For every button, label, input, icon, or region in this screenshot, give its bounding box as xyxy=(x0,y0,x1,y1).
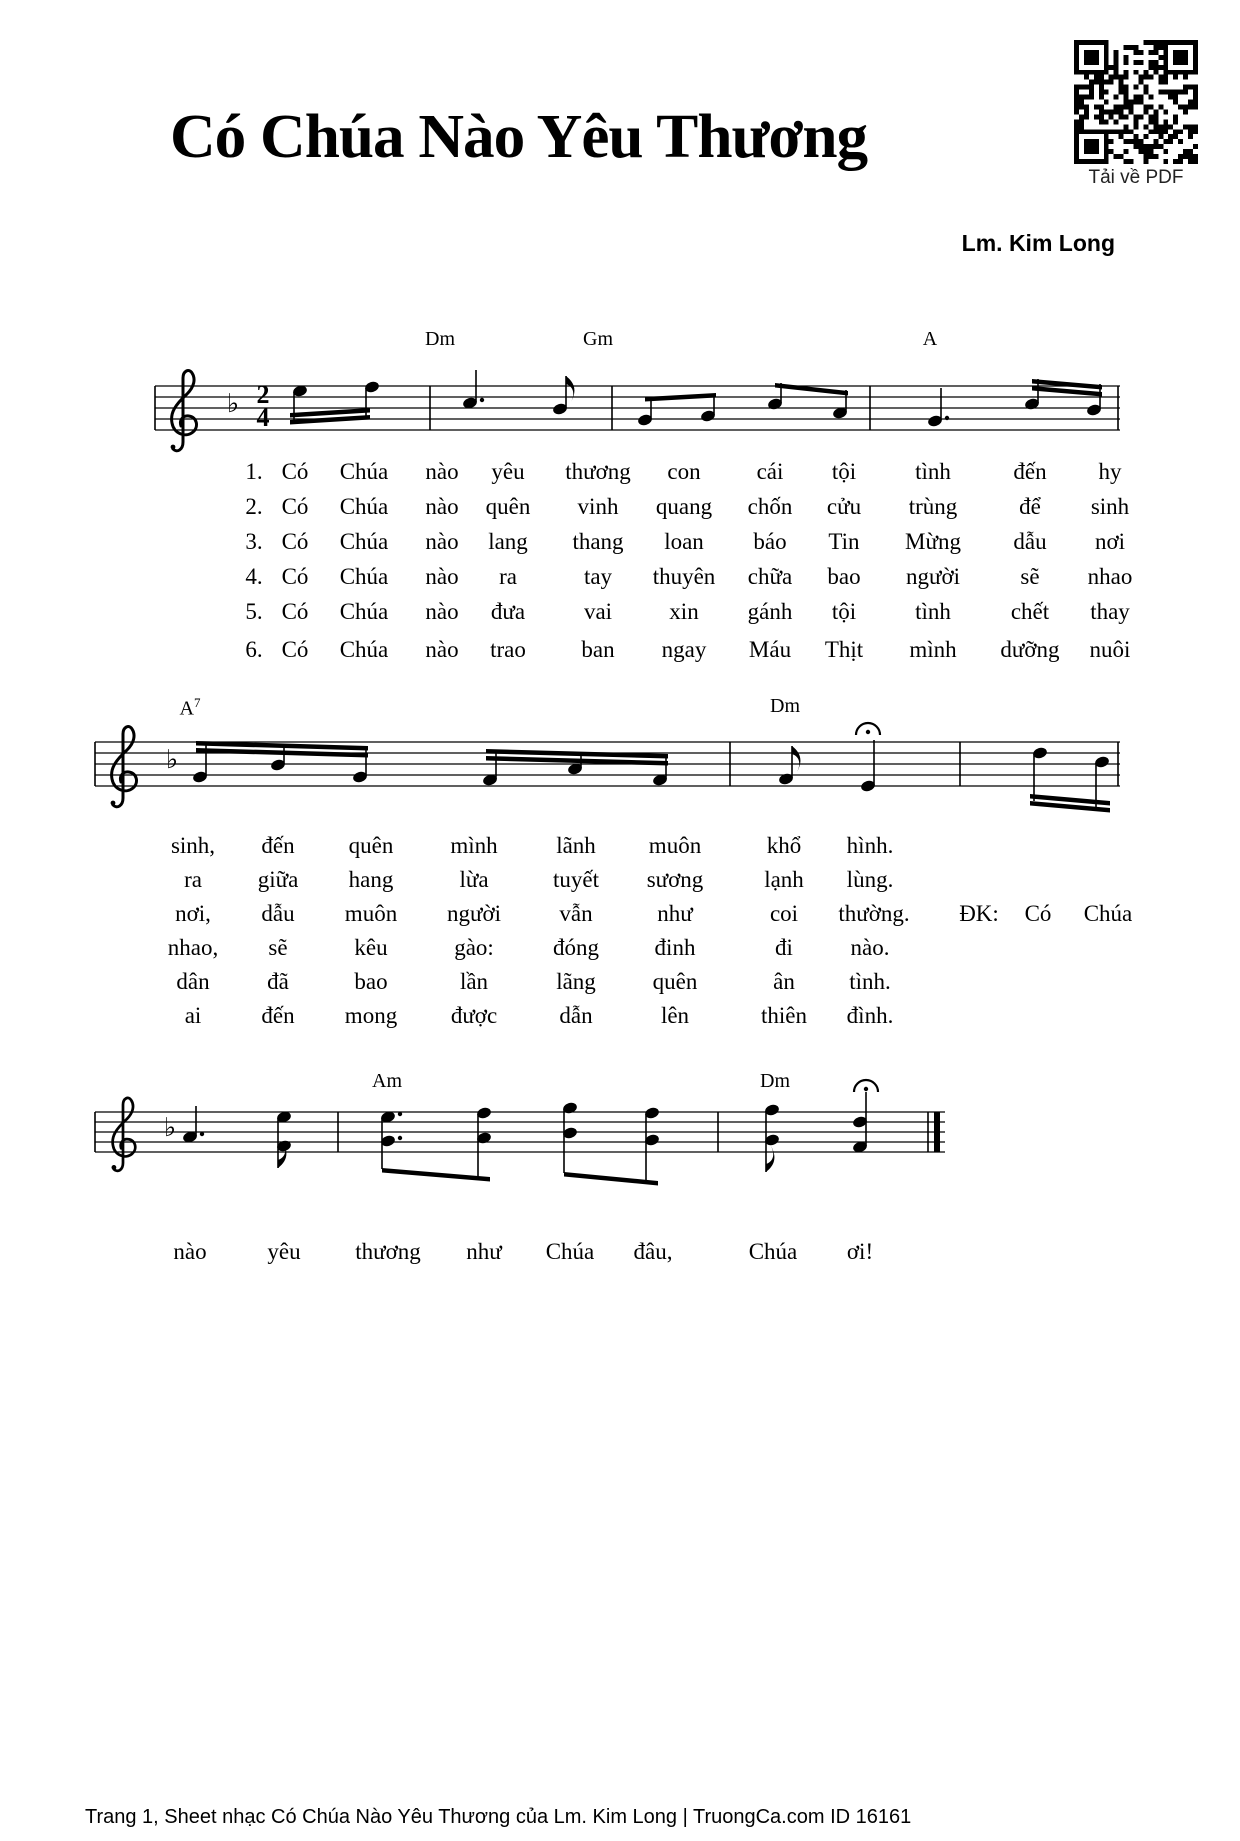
svg-text:2: 2 xyxy=(256,380,270,409)
verse-continued-word: lạnh xyxy=(764,867,804,892)
verse-word: trùng xyxy=(908,494,958,519)
chord-label: $A^7$ xyxy=(179,695,201,720)
verse-word: con xyxy=(667,459,701,484)
verse-word: yêu xyxy=(491,459,525,484)
verse-word: người xyxy=(905,564,961,589)
verse-continued-word: khổ xyxy=(766,833,802,858)
verse-word: thương xyxy=(565,459,631,484)
verse-continued-word: ai xyxy=(184,1003,202,1028)
refrain-word: Chúa xyxy=(545,1239,595,1264)
verse-continued-word: lừa xyxy=(459,867,489,892)
chord-label: Dm xyxy=(770,695,800,717)
verse-word: 1. xyxy=(245,459,263,484)
verse-continued-word: muôn xyxy=(648,833,702,858)
verse-continued-word: được xyxy=(450,1003,498,1028)
verse-continued-word: mong xyxy=(344,1003,398,1028)
chord-label: Gm xyxy=(583,328,613,350)
verse-word: để xyxy=(1019,494,1041,519)
verse-word: vai xyxy=(583,599,613,624)
verse-continued-word: quên xyxy=(348,833,394,858)
verse-continued-word: sương xyxy=(646,867,704,892)
verse-word: nhao xyxy=(1087,564,1133,589)
verse-word: Chúa xyxy=(339,637,389,662)
verse-continued-word: như xyxy=(657,901,693,926)
composer-name: Lm. Kim Long xyxy=(961,230,1115,256)
verse-word: nơi xyxy=(1094,529,1126,554)
refrain-word: ơi! xyxy=(846,1239,874,1264)
staff-3 xyxy=(95,1080,945,1186)
verse-word: 6. xyxy=(245,637,263,662)
verse-word: tội xyxy=(831,599,857,624)
verse-word: cái xyxy=(756,459,784,484)
verse-continued-word: kêu xyxy=(354,935,388,960)
verse-word: gánh xyxy=(747,599,793,624)
verse-word: quên xyxy=(485,494,531,519)
verse-word: chữa xyxy=(747,564,793,589)
page-footer: Trang 1, Sheet nhạc Có Chúa Nào Yêu Thương của Lm. Kim Long | TruongCa.com ID 16161 xyxy=(85,1806,912,1828)
verse-word: ngay xyxy=(661,637,707,662)
verse-word: ban xyxy=(581,637,615,662)
verse-continued-word: coi xyxy=(769,901,799,926)
verse-word: sẽ xyxy=(1020,564,1040,589)
song-title: Có Chúa Nào Yêu Thương xyxy=(170,103,868,171)
verse-word: quang xyxy=(655,494,713,519)
verse-continued-word: dẫn xyxy=(559,1003,593,1028)
refrain-word: nào xyxy=(173,1239,207,1264)
verse-word: nào xyxy=(425,599,459,624)
verse-word: nuôi xyxy=(1089,637,1131,662)
verse-continued-word: dẫu xyxy=(261,901,295,926)
verse-word: nào xyxy=(425,459,459,484)
verse-continued-word: lãng xyxy=(556,969,596,994)
verse-word: 3. xyxy=(245,529,263,554)
verse-continued-word: gào: xyxy=(454,935,494,960)
verse-continued-word: đến xyxy=(261,833,295,858)
verse-word: dưỡng xyxy=(1000,637,1060,662)
verse-continued-word: tuyết xyxy=(553,867,599,892)
verse-continued-word: vẫn xyxy=(559,901,593,926)
verse-word: tình xyxy=(915,599,951,624)
verse-word: Thịt xyxy=(824,637,864,662)
verse-word: xin xyxy=(669,599,699,624)
verse-continued-word: đình. xyxy=(846,1003,894,1028)
chord-label: Am xyxy=(372,1070,402,1092)
chord-label: Dm xyxy=(760,1070,790,1092)
verse-continued-word: thường. xyxy=(838,901,910,926)
verse-word: Máu xyxy=(748,637,792,662)
verse-continued-word: đi xyxy=(775,935,793,960)
verse-word: Có xyxy=(281,459,309,484)
verse-continued-word: ĐK: xyxy=(959,901,999,926)
verse-word: Có xyxy=(281,599,309,624)
verse-word: 4. xyxy=(245,564,263,589)
verse-word: Tin xyxy=(828,529,860,554)
verse-word: cửu xyxy=(826,494,862,519)
chord-label: Dm xyxy=(425,328,455,350)
staff-2 xyxy=(95,723,1120,813)
verse-word: Mừng xyxy=(905,529,961,554)
refrain-word: Chúa xyxy=(748,1239,798,1264)
verse-word: nào xyxy=(425,529,459,554)
verse-word: lang xyxy=(488,529,528,554)
verse-continued-word: người xyxy=(446,901,502,926)
verse-continued-word: đinh xyxy=(654,935,696,960)
verse-continued-word: ân xyxy=(773,969,795,994)
svg-text:4: 4 xyxy=(256,403,270,432)
verse-continued-word: lùng. xyxy=(846,867,894,892)
verse-continued-word: Chúa xyxy=(1083,901,1133,926)
verse-word: Chúa xyxy=(339,494,389,519)
svg-text:♭: ♭ xyxy=(165,745,179,775)
refrain-word: đâu, xyxy=(633,1239,673,1264)
verse-continued-word: mình xyxy=(450,833,498,858)
verse-word: Có xyxy=(281,564,309,589)
chord-label: A xyxy=(922,328,938,350)
verse-continued-word: lần xyxy=(459,969,489,994)
verse-word: vinh xyxy=(577,494,619,519)
verse-continued-word: muôn xyxy=(344,901,398,926)
verse-word: tình xyxy=(915,459,951,484)
verse-word: tội xyxy=(831,459,857,484)
verse-continued-word: sinh, xyxy=(170,833,216,858)
verse-continued-word: quên xyxy=(652,969,698,994)
verse-word: loan xyxy=(664,529,704,554)
verse-continued-word: nhao, xyxy=(167,935,219,960)
verse-word: hy xyxy=(1098,459,1122,484)
refrain-word: yêu xyxy=(267,1239,301,1264)
svg-text:♭: ♭ xyxy=(163,1113,177,1143)
verse-word: sinh xyxy=(1090,494,1130,519)
svg-text:♭: ♭ xyxy=(226,389,240,419)
verse-continued-word: dân xyxy=(176,969,210,994)
verse-word: Chúa xyxy=(339,564,389,589)
verse-word: mình xyxy=(909,637,957,662)
verse-word: thay xyxy=(1090,599,1130,624)
verse-word: dẫu xyxy=(1013,529,1047,554)
verse-continued-word: sẽ xyxy=(268,935,288,960)
verse-word: Chúa xyxy=(339,459,389,484)
verse-word: tay xyxy=(583,564,613,589)
verse-word: Chúa xyxy=(339,529,389,554)
verse-word: nào xyxy=(425,494,459,519)
verse-word: 2. xyxy=(245,494,263,519)
verse-continued-word: hang xyxy=(348,867,394,892)
verse-continued-word: bao xyxy=(354,969,388,994)
verse-word: bao xyxy=(827,564,861,589)
verse-continued-word: đến xyxy=(261,1003,295,1028)
verse-continued-word: hình. xyxy=(846,833,894,858)
verse-continued-word: lên xyxy=(660,1003,690,1028)
verse-word: Có xyxy=(281,637,309,662)
verse-word: thang xyxy=(572,529,624,554)
verse-continued-word: lãnh xyxy=(556,833,596,858)
refrain-word: thương xyxy=(355,1239,421,1264)
verse-word: chốn xyxy=(747,494,793,519)
verse-word: đưa xyxy=(490,599,526,624)
verse-word: ra xyxy=(499,564,517,589)
verse-word: báo xyxy=(753,529,787,554)
verse-continued-word: thiên xyxy=(761,1003,807,1028)
verse-continued-word: đóng xyxy=(553,935,599,960)
verse-word: đến xyxy=(1013,459,1047,484)
refrain-word: như xyxy=(466,1239,502,1264)
verse-word: nào xyxy=(425,637,459,662)
staff-1 xyxy=(155,370,1120,451)
verse-word: thuyên xyxy=(652,564,716,589)
verse-word: Chúa xyxy=(339,599,389,624)
verse-continued-word: giữa xyxy=(257,867,299,892)
verse-word: 5. xyxy=(245,599,263,624)
verse-continued-word: tình. xyxy=(849,969,891,994)
verse-word: Có xyxy=(281,529,309,554)
verse-word: chết xyxy=(1010,599,1050,624)
verse-continued-word: ra xyxy=(184,867,202,892)
verse-word: nào xyxy=(425,564,459,589)
verse-continued-word: nơi, xyxy=(175,901,211,926)
verse-continued-word: nào. xyxy=(850,935,890,960)
verse-continued-word: Có xyxy=(1024,901,1052,926)
verse-continued-word: đã xyxy=(267,969,289,994)
verse-word: Có xyxy=(281,494,309,519)
verse-word: trao xyxy=(490,637,526,662)
qr-download-label[interactable]: Tải về PDF xyxy=(1088,167,1184,188)
